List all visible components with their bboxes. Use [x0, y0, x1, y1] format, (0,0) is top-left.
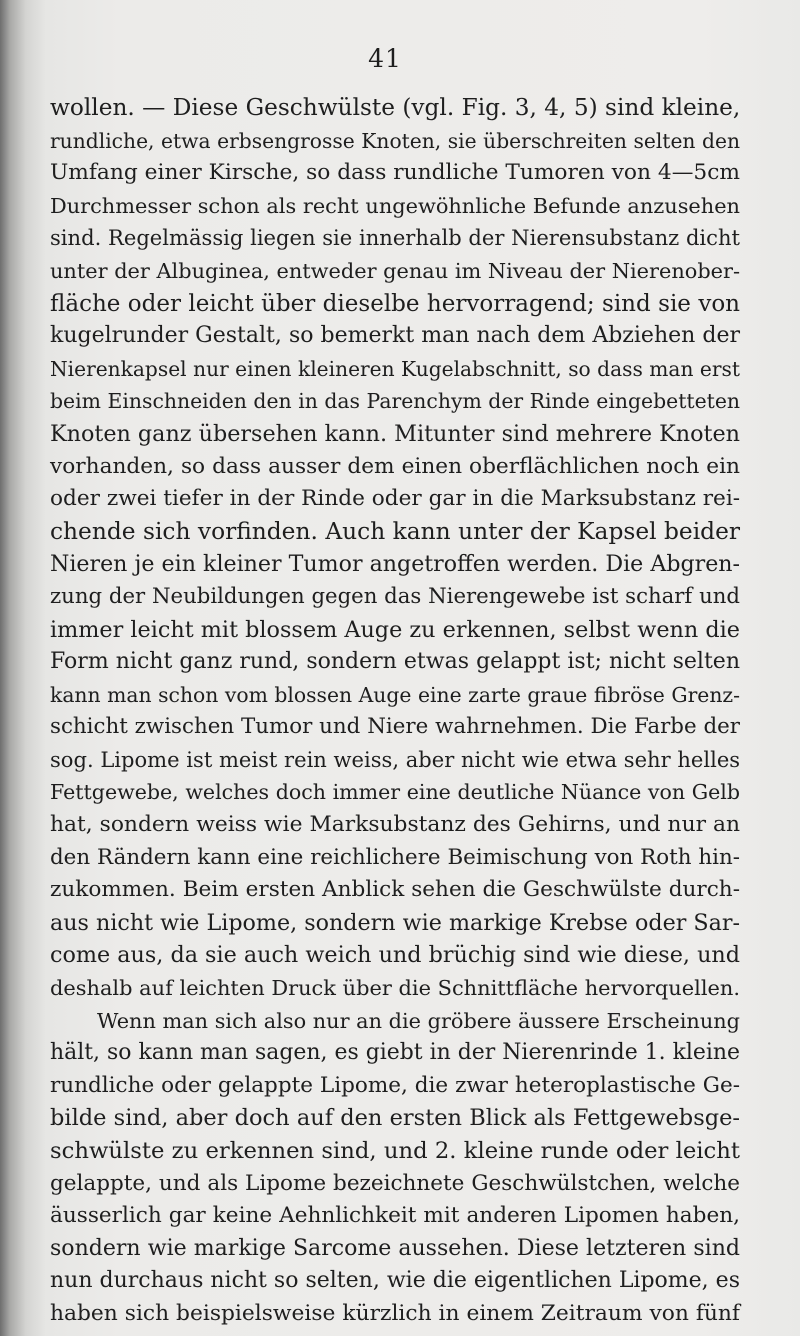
text-line: zukommen. Beim ersten Anblick sehen die Geschwülste durch-	[50, 877, 740, 903]
text-line: Knoten ganz übersehen kann. Mitunter sind mehrere Knoten	[50, 420, 740, 447]
text-line: oder zwei tiefer in der Rinde oder gar in die Marksubstanz rei-	[50, 486, 741, 512]
text-line: Fettgewebe, welches doch immer eine deutliche Nüance von Gelb	[50, 780, 740, 805]
text-line: wollen. — Diese Geschwülste (vgl. Fig. 3, 4, 5) sind kleine,	[50, 94, 741, 121]
text-line: haben sich beispielsweise kürzlich in einem Zeitraum von fünf	[50, 1300, 740, 1326]
text-line: sind. Regelmässig liegen sie innerhalb der Nierensubstanz dicht	[50, 225, 740, 251]
text-line: kann man schon vom blossen Auge eine zarte graue fibröse Grenz-	[50, 682, 740, 707]
text-line: Durchmesser schon als recht ungewöhnliche Befunde anzusehen	[50, 193, 740, 218]
text-line: sondern wie markige Sarcome aussehen. Diese letzteren sind	[50, 1235, 740, 1261]
text-line: kugelrunder Gestalt, so bemerkt man nach dem Abziehen der	[50, 323, 740, 349]
text-line: deshalb auf leichten Druck über die Schnittfläche hervorquellen.	[50, 976, 740, 1001]
text-line: hält, so kann man sagen, es giebt in der Nierenrinde 1. kleine	[50, 1040, 740, 1066]
body-text	[50, 92, 740, 1331]
text-line: gelappte, und als Lipome bezeichnete Geschwülstchen, welche	[50, 1170, 740, 1196]
text-line: Nierenkapsel nur einen kleineren Kugelabschnitt, so dass man erst	[50, 356, 740, 381]
text-line: bilde sind, aber doch auf den ersten Blick als Fettgewebsge-	[50, 1105, 740, 1132]
paragraph-2	[50, 1005, 740, 1331]
text-line: Form nicht ganz rund, sondern etwas gelappt ist; nicht selten	[50, 649, 740, 675]
text-line: vorhanden, so dass ausser dem einen oberflächlichen noch ein	[50, 453, 740, 479]
text-line: rundliche, etwa erbsengrosse Knoten, sie überschreiten selten den	[50, 128, 740, 153]
text-line: beim Einschneiden den in das Parenchym der Rinde eingebetteten	[50, 389, 740, 414]
text-line: rundliche oder gelappte Lipome, die zwar heteroplastische Ge-	[50, 1072, 740, 1098]
text-line: hat, sondern weiss wie Marksubstanz des Gehirns, und nur an	[50, 812, 740, 838]
text-line: zung der Neubildungen gegen das Nierengewebe ist scharf und	[50, 583, 740, 609]
text-line: unter der Albuginea, entweder genau im Niveau der Nierenober-	[50, 258, 741, 283]
text-line: schwülste zu erkennen sind, und 2. kleine runde oder leicht	[50, 1138, 740, 1164]
text-line: aus nicht wie Lipome, sondern wie markige Krebse oder Sar-	[50, 909, 740, 936]
text-line: nun durchaus nicht so selten, wie die eigentlichen Lipome, es	[50, 1268, 740, 1294]
text-line: sog. Lipome ist meist rein weiss, aber nicht wie etwa sehr helles	[50, 746, 741, 772]
text-line: schicht zwischen Tumor und Niere wahrnehmen. Die Farbe der	[50, 714, 740, 740]
text-line: fläche oder leicht über dieselbe hervorragend; sind sie von	[50, 290, 740, 317]
text-line: äusserlich gar keine Aehnlichkeit mit anderen Lipomen haben,	[50, 1203, 740, 1229]
page-number: 41	[368, 44, 402, 73]
text-line: den Rändern kann eine reichlichere Beimischung von Roth hin-	[50, 844, 740, 870]
text-line: Nieren je ein kleiner Tumor angetroffen werden. Die Abgren-	[50, 551, 740, 578]
text-line: immer leicht mit blossem Auge zu erkennen, selbst wenn die	[50, 616, 740, 643]
text-line: come aus, da sie auch weich und brüchig sind wie diese, und	[50, 942, 740, 969]
paragraph-1	[50, 92, 740, 1005]
text-line: Wenn man sich also nur an die gröbere äussere Erscheinung	[97, 1008, 740, 1033]
text-line: Umfang einer Kirsche, so dass rundliche Tumoren von 4—5cm	[50, 160, 740, 186]
text-line: chende sich vorfinden. Auch kann unter der Kapsel beider	[50, 517, 740, 545]
